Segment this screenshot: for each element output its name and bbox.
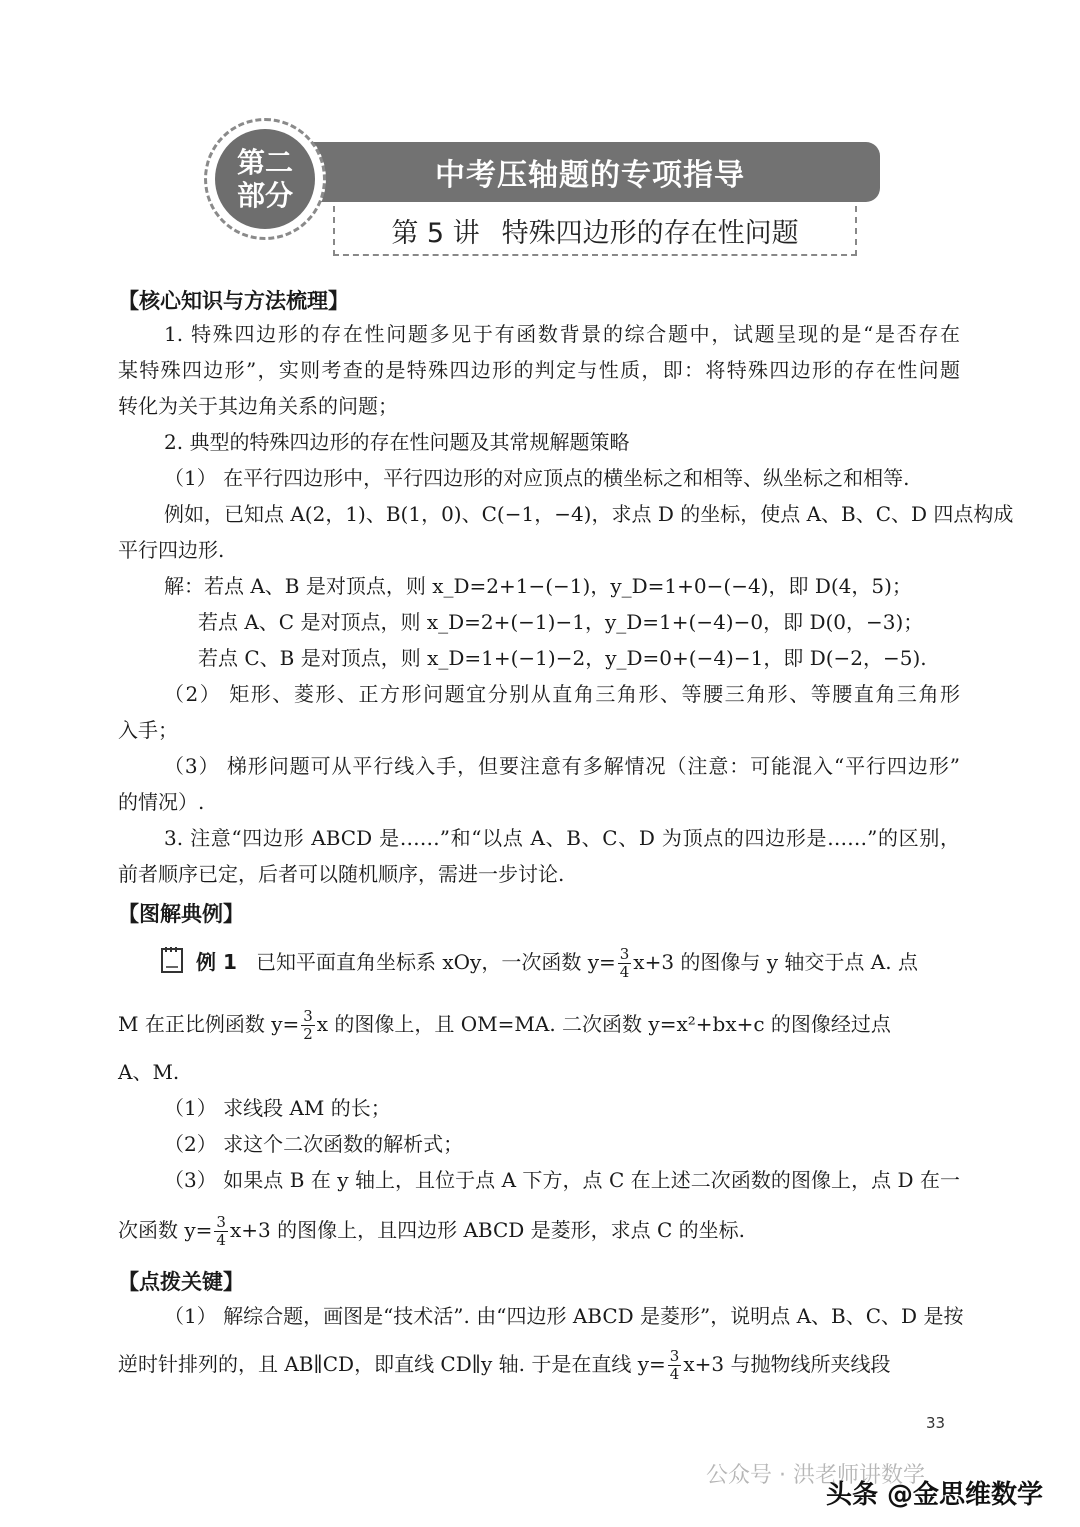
example-1-q3-line2-b: x+3 的图像上，且四边形 ABCD 是菱形，求点 C 的坐标. bbox=[229, 1218, 746, 1242]
lecture-title-box bbox=[333, 206, 857, 256]
notebook-icon bbox=[160, 946, 186, 974]
part-badge-inner bbox=[215, 129, 315, 229]
example-1-q3-line2-a: 次函数 y= bbox=[118, 1218, 213, 1242]
core-p1-line2: 某特殊四边形”，实则考查的是特殊四边形的判定与性质，即：将特殊四边形的存在性问题 bbox=[118, 358, 960, 382]
fraction-3-4 bbox=[668, 1348, 682, 1383]
watermark-wechat: 公众号 · 洪老师讲数学 bbox=[706, 1463, 925, 1488]
section-keys-heading: 【点拨关键】 bbox=[118, 1270, 244, 1294]
core-solution-3: 若点 C、B 是对顶点，则 x_D=1+(−1)−2，y_D=0+(−4)−1，即 D(−2，−5). bbox=[198, 646, 927, 670]
fraction-numerator: 3 bbox=[619, 945, 630, 963]
example-1-question-1: （1） 求线段 AM 的长； bbox=[164, 1096, 391, 1120]
core-p2-item1: （1） 在平行四边形中，平行四边形的对应顶点的横坐标之和相等、纵坐标之和相等. bbox=[164, 466, 910, 490]
fraction-denominator: 2 bbox=[303, 1025, 313, 1043]
fraction-3-4 bbox=[214, 1214, 228, 1249]
example-1-question-2: （2） 求这个二次函数的解析式； bbox=[164, 1132, 464, 1156]
core-p3-line1: 3. 注意“四边形 ABCD 是……”和“以点 A、B、C、D 为顶点的四边形是……”的区别， bbox=[164, 826, 960, 850]
core-p2-item2-line1: （2） 矩形、菱形、正方形问题宜分别从直角三角形、等腰三角形、等腰直角三角形 bbox=[164, 682, 960, 706]
core-p2: 2. 典型的特殊四边形的存在性问题及其常规解题策略 bbox=[164, 430, 630, 454]
core-p1-line1: 1. 特殊四边形的存在性问题多见于有函数背景的综合题中，试题呈现的是“是否存在 bbox=[164, 322, 960, 346]
core-p3-line2: 前者顺序已定，后者可以随机顺序，需进一步讨论. bbox=[118, 862, 565, 886]
keys-line2-b: x+3 与抛物线所夹线段 bbox=[683, 1352, 891, 1376]
keys-line1: （1） 解综合题，画图是“技术活”. 由“四边形 ABCD 是菱形”，说明点 A、B、C、D 是按 bbox=[164, 1304, 964, 1328]
chapter-title: 中考压轴题的专项指导 bbox=[300, 142, 880, 202]
fraction-numerator: 3 bbox=[669, 1347, 680, 1365]
part-line-2: 部分 bbox=[236, 179, 293, 212]
core-p2-item2-line2: 入手； bbox=[118, 718, 178, 742]
core-example-line2: 平行四边形. bbox=[118, 538, 225, 562]
keys-line2 bbox=[118, 1338, 890, 1390]
section-core-heading: 【核心知识与方法梳理】 bbox=[118, 289, 349, 313]
page-number: 33 bbox=[926, 1414, 946, 1432]
watermark-toutiao: 头条 @金思维数学 bbox=[826, 1480, 1044, 1510]
example-1-question-3-line2 bbox=[118, 1204, 745, 1256]
fraction-3-4 bbox=[618, 946, 632, 981]
fraction-numerator: 3 bbox=[216, 1213, 226, 1231]
fraction-denominator: 4 bbox=[669, 1365, 680, 1383]
fraction-numerator: 3 bbox=[303, 1007, 313, 1025]
core-solution-1: 解：若点 A、B 是对顶点，则 x_D=2+1−(−1)，y_D=1+0−(−4)，即 D(4，5)； bbox=[164, 574, 912, 598]
core-p2-item3-line2: 的情况）. bbox=[118, 790, 205, 814]
example-1-line1 bbox=[256, 936, 918, 988]
keys-line2-a: 逆时针排列的，且 AB∥CD，即直线 CD∥y 轴. 于是在直线 y= bbox=[118, 1352, 666, 1376]
core-example-line1: 例如，已知点 A(2，1)、B(1，0)、C(−1，−4)，求点 D 的坐标，使点 A、B、C、D 四点构成 bbox=[164, 502, 1014, 526]
core-p2-item3-line1: （3） 梯形问题可从平行线入手，但要注意有多解情况（注意：可能混入“平行四边形” bbox=[164, 754, 960, 778]
part-line-1: 第二 bbox=[236, 146, 293, 179]
fraction-denominator: 4 bbox=[216, 1231, 226, 1249]
example-1-label: 例 1 bbox=[196, 950, 237, 974]
example-1-line2-b: x 的图像上，且 OM=MA. 二次函数 y=x²+bx+c 的图像经过点 bbox=[316, 1012, 891, 1036]
lecture-title: 特殊四边形的存在性问题 bbox=[501, 217, 799, 249]
core-p1-line3: 转化为关于其边角关系的问题； bbox=[118, 394, 398, 418]
example-1-line1-b: x+3 的图像与 y 轴交于点 A. 点 bbox=[633, 950, 918, 974]
lecture-number: 第 5 讲 bbox=[391, 217, 480, 249]
fraction-3-2 bbox=[301, 1008, 315, 1043]
core-solution-2: 若点 A、C 是对顶点，则 x_D=2+(−1)−1，y_D=1+(−4)−0，即 D(0，−3)； bbox=[198, 610, 924, 634]
example-1-line1-a: 已知平面直角坐标系 xOy，一次函数 y= bbox=[256, 950, 616, 974]
example-1-line2 bbox=[118, 998, 891, 1050]
part-badge bbox=[204, 118, 326, 240]
example-1-line2-a: M 在正比例函数 y= bbox=[118, 1012, 300, 1036]
example-1-line3: A、M. bbox=[118, 1060, 180, 1084]
section-examples-heading: 【图解典例】 bbox=[118, 902, 244, 926]
fraction-denominator: 4 bbox=[619, 963, 630, 981]
example-1-question-3-line1: （3） 如果点 B 在 y 轴上，且位于点 A 下方，点 C 在上述二次函数的图像上，点 D 在一 bbox=[164, 1168, 960, 1192]
